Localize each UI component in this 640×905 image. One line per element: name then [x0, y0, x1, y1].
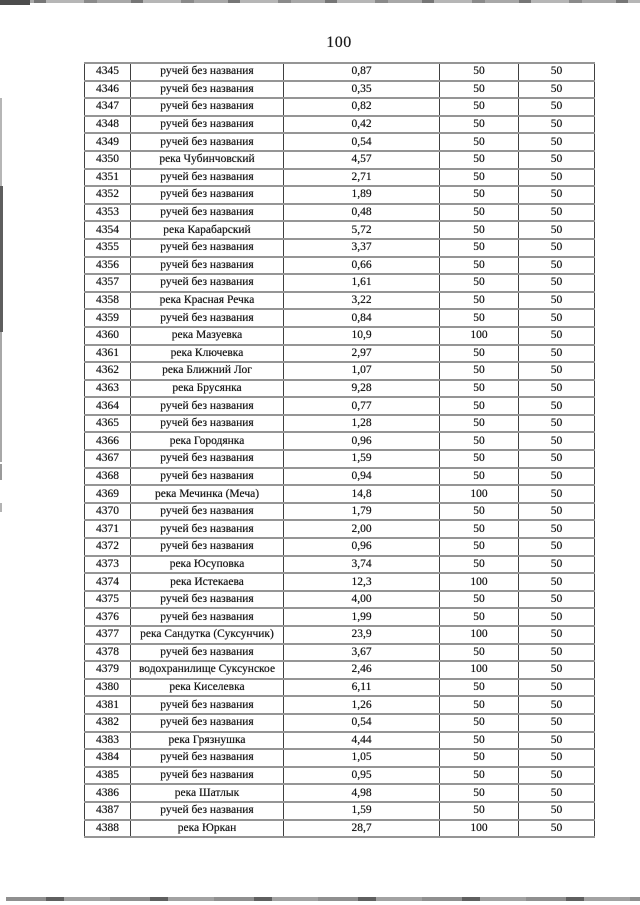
table-row [85, 661, 595, 679]
table-row [85, 556, 595, 574]
table-row [85, 450, 595, 468]
cell-value: 4,00 [284, 591, 440, 609]
scan-artifact-top-left-corner [0, 0, 30, 5]
cell-value: 0,82 [284, 98, 440, 116]
cell-index: 4385 [85, 767, 131, 785]
cell-index: 4356 [85, 257, 131, 275]
cell-threshold2: 50 [519, 239, 595, 257]
cell-threshold1: 100 [440, 573, 519, 591]
cell-value: 5,72 [284, 221, 440, 239]
cell-name: река Чубинчовский [131, 151, 284, 169]
cell-name: ручей без названия [131, 749, 284, 767]
table-row [85, 292, 595, 310]
cell-threshold1: 50 [440, 345, 519, 363]
cell-value: 1,26 [284, 696, 440, 714]
cell-name: ручей без названия [131, 397, 284, 415]
cell-threshold1: 50 [440, 257, 519, 275]
cell-index: 4388 [85, 820, 131, 838]
table-row [85, 309, 595, 327]
cell-threshold2: 50 [519, 503, 595, 521]
cell-index: 4361 [85, 345, 131, 363]
cell-index: 4373 [85, 556, 131, 574]
cell-value: 4,44 [284, 732, 440, 750]
cell-index: 4351 [85, 169, 131, 187]
cell-name: река Ближний Лог [131, 362, 284, 380]
cell-threshold1: 50 [440, 696, 519, 714]
cell-index: 4360 [85, 327, 131, 345]
table-row [85, 820, 595, 838]
cell-value: 3,37 [284, 239, 440, 257]
cell-threshold1: 50 [440, 239, 519, 257]
cell-value: 0,48 [284, 204, 440, 222]
cell-value: 10,9 [284, 327, 440, 345]
cell-threshold2: 50 [519, 820, 595, 838]
cell-value: 3,67 [284, 644, 440, 662]
cell-index: 4377 [85, 626, 131, 644]
cell-threshold2: 50 [519, 661, 595, 679]
water-bodies-table [84, 62, 595, 838]
cell-threshold2: 50 [519, 81, 595, 99]
table-row [85, 485, 595, 503]
cell-threshold2: 50 [519, 116, 595, 134]
cell-threshold1: 100 [440, 661, 519, 679]
cell-value: 1,28 [284, 415, 440, 433]
scan-artifact-left-edge-5 [0, 503, 2, 512]
table-row [85, 257, 595, 275]
cell-name: река Грязнушка [131, 732, 284, 750]
cell-value: 1,05 [284, 749, 440, 767]
cell-name: ручей без названия [131, 468, 284, 486]
cell-threshold1: 50 [440, 767, 519, 785]
cell-name: ручей без названия [131, 274, 284, 292]
cell-threshold1: 50 [440, 292, 519, 310]
table-row [85, 732, 595, 750]
cell-threshold2: 50 [519, 714, 595, 732]
cell-value: 2,97 [284, 345, 440, 363]
cell-value: 1,59 [284, 450, 440, 468]
cell-index: 4349 [85, 133, 131, 151]
cell-value: 3,22 [284, 292, 440, 310]
cell-value: 0,87 [284, 63, 440, 81]
cell-name: река Юркан [131, 820, 284, 838]
cell-name: ручей без названия [131, 133, 284, 151]
cell-value: 9,28 [284, 380, 440, 398]
cell-index: 4376 [85, 608, 131, 626]
cell-threshold2: 50 [519, 485, 595, 503]
cell-value: 0,96 [284, 538, 440, 556]
cell-value: 0,54 [284, 714, 440, 732]
cell-value: 0,35 [284, 81, 440, 99]
cell-threshold1: 50 [440, 63, 519, 81]
cell-threshold1: 50 [440, 503, 519, 521]
cell-index: 4346 [85, 81, 131, 99]
cell-index: 4381 [85, 696, 131, 714]
cell-index: 4348 [85, 116, 131, 134]
cell-index: 4352 [85, 186, 131, 204]
table-row [85, 538, 595, 556]
cell-name: ручей без названия [131, 696, 284, 714]
cell-threshold1: 50 [440, 116, 519, 134]
table-row [85, 749, 595, 767]
cell-threshold1: 100 [440, 327, 519, 345]
cell-index: 4369 [85, 485, 131, 503]
table-row [85, 626, 595, 644]
cell-index: 4384 [85, 749, 131, 767]
cell-threshold2: 50 [519, 204, 595, 222]
cell-threshold2: 50 [519, 802, 595, 820]
scan-artifact-left-edge-4 [0, 464, 2, 480]
cell-threshold2: 50 [519, 169, 595, 187]
cell-threshold2: 50 [519, 292, 595, 310]
cell-index: 4371 [85, 520, 131, 538]
cell-value: 28,7 [284, 820, 440, 838]
cell-name: река Карабарский [131, 221, 284, 239]
cell-index: 4362 [85, 362, 131, 380]
cell-index: 4350 [85, 151, 131, 169]
cell-name: река Шатлык [131, 784, 284, 802]
table-row [85, 397, 595, 415]
cell-value: 0,94 [284, 468, 440, 486]
cell-threshold1: 50 [440, 81, 519, 99]
cell-index: 4375 [85, 591, 131, 609]
cell-value: 14,8 [284, 485, 440, 503]
cell-index: 4387 [85, 802, 131, 820]
cell-index: 4357 [85, 274, 131, 292]
cell-threshold1: 50 [440, 538, 519, 556]
cell-name: река Ключевка [131, 345, 284, 363]
table-row [85, 714, 595, 732]
cell-threshold2: 50 [519, 133, 595, 151]
cell-index: 4378 [85, 644, 131, 662]
table-row [85, 362, 595, 380]
table-row [85, 116, 595, 134]
cell-value: 1,59 [284, 802, 440, 820]
scan-artifact-left-edge-3 [0, 332, 2, 462]
cell-threshold1: 100 [440, 820, 519, 838]
cell-threshold2: 50 [519, 784, 595, 802]
cell-threshold2: 50 [519, 274, 595, 292]
cell-threshold1: 50 [440, 186, 519, 204]
scan-artifact-bottom-edge [6, 897, 640, 901]
cell-index: 4366 [85, 432, 131, 450]
cell-index: 4372 [85, 538, 131, 556]
cell-threshold2: 50 [519, 679, 595, 697]
cell-threshold2: 50 [519, 257, 595, 275]
cell-value: 23,9 [284, 626, 440, 644]
cell-name: ручей без названия [131, 257, 284, 275]
cell-value: 1,99 [284, 608, 440, 626]
table-row [85, 503, 595, 521]
cell-threshold2: 50 [519, 696, 595, 714]
cell-threshold1: 50 [440, 221, 519, 239]
cell-name: река Городянка [131, 432, 284, 450]
cell-value: 1,61 [284, 274, 440, 292]
cell-threshold2: 50 [519, 415, 595, 433]
cell-name: река Истекаева [131, 573, 284, 591]
cell-index: 4355 [85, 239, 131, 257]
table-row [85, 239, 595, 257]
cell-name: река Мечинка (Меча) [131, 485, 284, 503]
cell-threshold1: 50 [440, 714, 519, 732]
cell-index: 4354 [85, 221, 131, 239]
cell-threshold1: 50 [440, 468, 519, 486]
table-row [85, 204, 595, 222]
cell-threshold1: 50 [440, 204, 519, 222]
table-row [85, 608, 595, 626]
table-row [85, 802, 595, 820]
cell-index: 4374 [85, 573, 131, 591]
cell-index: 4359 [85, 309, 131, 327]
cell-threshold1: 50 [440, 274, 519, 292]
cell-threshold1: 50 [440, 151, 519, 169]
table-body [85, 63, 595, 837]
cell-index: 4386 [85, 784, 131, 802]
table-row [85, 274, 595, 292]
cell-name: река Брусянка [131, 380, 284, 398]
table-row [85, 644, 595, 662]
cell-index: 4345 [85, 63, 131, 81]
table-row [85, 98, 595, 116]
cell-name: ручей без названия [131, 767, 284, 785]
cell-value: 2,46 [284, 661, 440, 679]
cell-index: 4367 [85, 450, 131, 468]
cell-threshold1: 50 [440, 644, 519, 662]
cell-threshold1: 50 [440, 309, 519, 327]
cell-threshold1: 50 [440, 749, 519, 767]
cell-value: 0,66 [284, 257, 440, 275]
cell-name: ручей без названия [131, 116, 284, 134]
cell-threshold2: 50 [519, 468, 595, 486]
cell-threshold2: 50 [519, 591, 595, 609]
table-row [85, 573, 595, 591]
cell-name: река Красная Речка [131, 292, 284, 310]
table-row [85, 151, 595, 169]
cell-value: 3,74 [284, 556, 440, 574]
cell-threshold1: 50 [440, 679, 519, 697]
cell-name: река Киселевка [131, 679, 284, 697]
cell-threshold1: 50 [440, 732, 519, 750]
table-row [85, 468, 595, 486]
table-row [85, 696, 595, 714]
cell-threshold1: 50 [440, 397, 519, 415]
table-row [85, 63, 595, 81]
cell-threshold2: 50 [519, 626, 595, 644]
table-row [85, 679, 595, 697]
table-row [85, 380, 595, 398]
cell-name: ручей без названия [131, 450, 284, 468]
cell-threshold2: 50 [519, 432, 595, 450]
cell-index: 4364 [85, 397, 131, 415]
cell-threshold2: 50 [519, 520, 595, 538]
cell-threshold2: 50 [519, 573, 595, 591]
cell-name: ручей без названия [131, 608, 284, 626]
cell-name: ручей без названия [131, 169, 284, 187]
cell-value: 2,71 [284, 169, 440, 187]
cell-threshold1: 50 [440, 520, 519, 538]
cell-name: ручей без названия [131, 98, 284, 116]
page-number: 100 [326, 34, 352, 51]
cell-threshold2: 50 [519, 309, 595, 327]
cell-name: река Юсуповка [131, 556, 284, 574]
cell-threshold1: 50 [440, 415, 519, 433]
cell-threshold2: 50 [519, 63, 595, 81]
cell-threshold2: 50 [519, 380, 595, 398]
table-row [85, 784, 595, 802]
cell-index: 4347 [85, 98, 131, 116]
cell-value: 1,07 [284, 362, 440, 380]
table-row [85, 345, 595, 363]
cell-threshold1: 50 [440, 450, 519, 468]
cell-threshold2: 50 [519, 186, 595, 204]
cell-threshold2: 50 [519, 221, 595, 239]
cell-index: 4370 [85, 503, 131, 521]
cell-name: ручей без названия [131, 503, 284, 521]
cell-threshold2: 50 [519, 608, 595, 626]
cell-threshold2: 50 [519, 749, 595, 767]
cell-value: 1,89 [284, 186, 440, 204]
cell-name: ручей без названия [131, 714, 284, 732]
cell-index: 4365 [85, 415, 131, 433]
cell-name: ручей без названия [131, 63, 284, 81]
cell-threshold1: 100 [440, 626, 519, 644]
cell-index: 4358 [85, 292, 131, 310]
cell-name: ручей без названия [131, 520, 284, 538]
cell-value: 4,98 [284, 784, 440, 802]
cell-value: 0,84 [284, 309, 440, 327]
cell-value: 0,77 [284, 397, 440, 415]
cell-threshold1: 50 [440, 556, 519, 574]
cell-name: река Сандутка (Суксунчик) [131, 626, 284, 644]
table-row [85, 767, 595, 785]
cell-name: водохранилище Суксунское [131, 661, 284, 679]
cell-value: 0,42 [284, 116, 440, 134]
scan-artifact-top-edge [0, 0, 640, 3]
table-row [85, 415, 595, 433]
cell-value: 0,95 [284, 767, 440, 785]
cell-name: ручей без названия [131, 415, 284, 433]
cell-threshold1: 50 [440, 802, 519, 820]
table-row [85, 432, 595, 450]
cell-name: ручей без названия [131, 538, 284, 556]
cell-threshold1: 50 [440, 362, 519, 380]
cell-name: ручей без названия [131, 186, 284, 204]
cell-threshold1: 50 [440, 169, 519, 187]
cell-name: ручей без названия [131, 802, 284, 820]
cell-name: ручей без названия [131, 81, 284, 99]
cell-threshold1: 50 [440, 784, 519, 802]
cell-threshold2: 50 [519, 327, 595, 345]
cell-threshold2: 50 [519, 450, 595, 468]
cell-value: 4,57 [284, 151, 440, 169]
table-row [85, 81, 595, 99]
cell-threshold2: 50 [519, 98, 595, 116]
cell-threshold1: 50 [440, 380, 519, 398]
cell-threshold2: 50 [519, 538, 595, 556]
cell-value: 1,79 [284, 503, 440, 521]
cell-value: 2,00 [284, 520, 440, 538]
cell-threshold2: 50 [519, 397, 595, 415]
cell-name: ручей без названия [131, 644, 284, 662]
cell-index: 4380 [85, 679, 131, 697]
cell-threshold1: 50 [440, 608, 519, 626]
table-row [85, 186, 595, 204]
cell-index: 4383 [85, 732, 131, 750]
table-row [85, 221, 595, 239]
cell-threshold2: 50 [519, 362, 595, 380]
cell-threshold1: 50 [440, 591, 519, 609]
cell-index: 4353 [85, 204, 131, 222]
cell-value: 0,54 [284, 133, 440, 151]
cell-name: ручей без названия [131, 591, 284, 609]
cell-threshold1: 50 [440, 432, 519, 450]
cell-index: 4368 [85, 468, 131, 486]
table-row [85, 133, 595, 151]
cell-threshold2: 50 [519, 644, 595, 662]
cell-value: 12,3 [284, 573, 440, 591]
table-row [85, 520, 595, 538]
cell-index: 4382 [85, 714, 131, 732]
cell-index: 4363 [85, 380, 131, 398]
cell-index: 4379 [85, 661, 131, 679]
scan-artifact-left-edge-1 [0, 98, 2, 186]
cell-name: ручей без названия [131, 204, 284, 222]
cell-threshold1: 50 [440, 133, 519, 151]
cell-value: 0,96 [284, 432, 440, 450]
cell-threshold2: 50 [519, 151, 595, 169]
cell-threshold2: 50 [519, 767, 595, 785]
table-row [85, 169, 595, 187]
cell-threshold2: 50 [519, 345, 595, 363]
cell-name: река Мазуевка [131, 327, 284, 345]
table-row [85, 327, 595, 345]
cell-value: 6,11 [284, 679, 440, 697]
cell-threshold1: 100 [440, 485, 519, 503]
table-row [85, 591, 595, 609]
cell-name: ручей без названия [131, 309, 284, 327]
scan-artifact-left-edge-2 [0, 186, 3, 332]
cell-name: ручей без названия [131, 239, 284, 257]
cell-threshold2: 50 [519, 556, 595, 574]
cell-threshold1: 50 [440, 98, 519, 116]
cell-threshold2: 50 [519, 732, 595, 750]
